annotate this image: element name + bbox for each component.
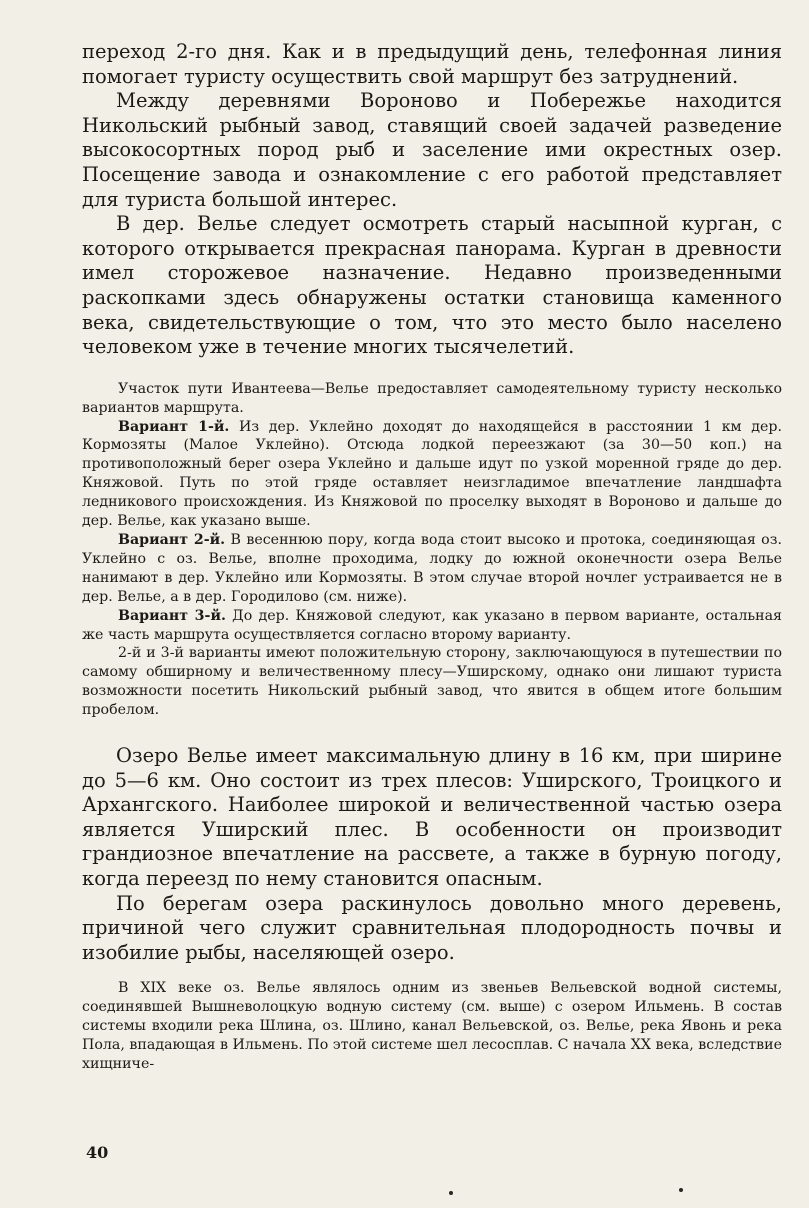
variant-2 bbox=[82, 531, 782, 607]
paragraph-kurgan: В дер. Велье следует осмотреть старый насыпной курган, с которого открывается прекрасная панорама. Курган в древности имел сторожевое назначение. Недавно произведенными раскопками здесь обнаружены остатки становища каменного века, свидетельствующие о том, что это место было населено человеком уже в течение многих тысячелетий. bbox=[82, 212, 782, 359]
variant-3-label: Вариант 3-й. bbox=[118, 607, 226, 624]
variant-3-text: До дер. Княжовой следуют, как указано в первом варианте, остальная же часть маршрута осуществляется согласно второму варианту. bbox=[82, 607, 782, 643]
variant-2-text: В весеннюю пору, когда вода стоит высоко и протока, соединяющая оз. Уклейно с оз. Велье, вполне проходима, лодку до южной оконечности озера Велье нанимают в дер. Уклейно или Кормозяты. В этом случае второй ночлег устраивается не в дер. Велье, а в дер. Городилово (см. ниже). bbox=[82, 531, 782, 605]
paragraph-continuation: переход 2-го дня. Как и в предыдущий день, телефонная линия помогает туристу осуществить свой маршрут без затруднений. bbox=[82, 40, 782, 88]
variant-2-label: Вариант 2-й. bbox=[118, 531, 226, 548]
route-intro-note: Участок пути Ивантеева—Велье предоставляет самодеятельному туристу несколько вариантов маршрута. bbox=[82, 380, 782, 416]
variant-1-label: Вариант 1-й. bbox=[118, 418, 230, 435]
paragraph-lake-velye: Озеро Велье имеет максимальную длину в 16 км, при ширине до 5—6 км. Оно состоит из трех плесов: Уширского, Троицкого и Архангского. Наиболее широкой и величественной частью озера является Уширский плес. В особенности он производит грандиозное впечатление на рассвете, а также в бурную погоду, когда переезд по нему становится опасным. bbox=[82, 744, 782, 890]
footnote-water-system: В XIX веке оз. Велье являлось одним из звеньев Вельевской водной системы, соединявшей Вышневолоцкую водную систему (см. выше) с озером Ильмень. В состав системы входили река Шлина, оз. Шлино, канал Вельевской, оз. Велье, река Явонь и река Пола, впадающая в Ильмень. По этой системе шел лесосплав. С начала XX века, вследствие хищниче- bbox=[82, 980, 782, 1072]
variant-3 bbox=[82, 607, 782, 645]
page-number: 40 bbox=[86, 1143, 109, 1162]
paragraph-fish-plant: Между деревнями Вороново и Побережье находится Никольский рыбный завод, ставящий своей задачей разведение высокосортных пород рыб и заселение ими окрестных озер. Посещение завода и ознакомление с его работой представляет для туриста большой интерес. bbox=[82, 89, 782, 211]
book-page bbox=[82, 40, 782, 1074]
variants-summary: 2-й и 3-й варианты имеют положительную сторону, заключающуюся в путешествии по самому обширному и величественному плесу—Уширскому, однако они лишают туриста возможности посетить Никольский рыбный завод, что явится в общем итоге большим пробелом. bbox=[82, 645, 782, 719]
paragraph-villages: По берегам озера раскинулось довольно много деревень, причиной чего служит сравнительная плодородность почвы и изобилие рыбы, населяющей озеро. bbox=[82, 891, 782, 964]
print-speck bbox=[679, 1188, 683, 1192]
variant-1 bbox=[82, 418, 782, 531]
print-speck bbox=[449, 1191, 453, 1195]
variant-1-text: Из дер. Уклейно доходят до находящейся в расстоянии 1 км дер. Кормозяты (Малое Уклейно). Отсюда лодкой переезжают (за 30—50 коп.) на противоположный берег озера Уклейно и дальше идут по узкой моренной гряде до дер. Княжовой. Путь по этой гряде оставляет неизгладимое впечатление ландшафта ледникового происхождения. Из Княжовой по проселку выходят в Вороново и дальше до дер. Велье, как указано выше. bbox=[82, 418, 782, 530]
